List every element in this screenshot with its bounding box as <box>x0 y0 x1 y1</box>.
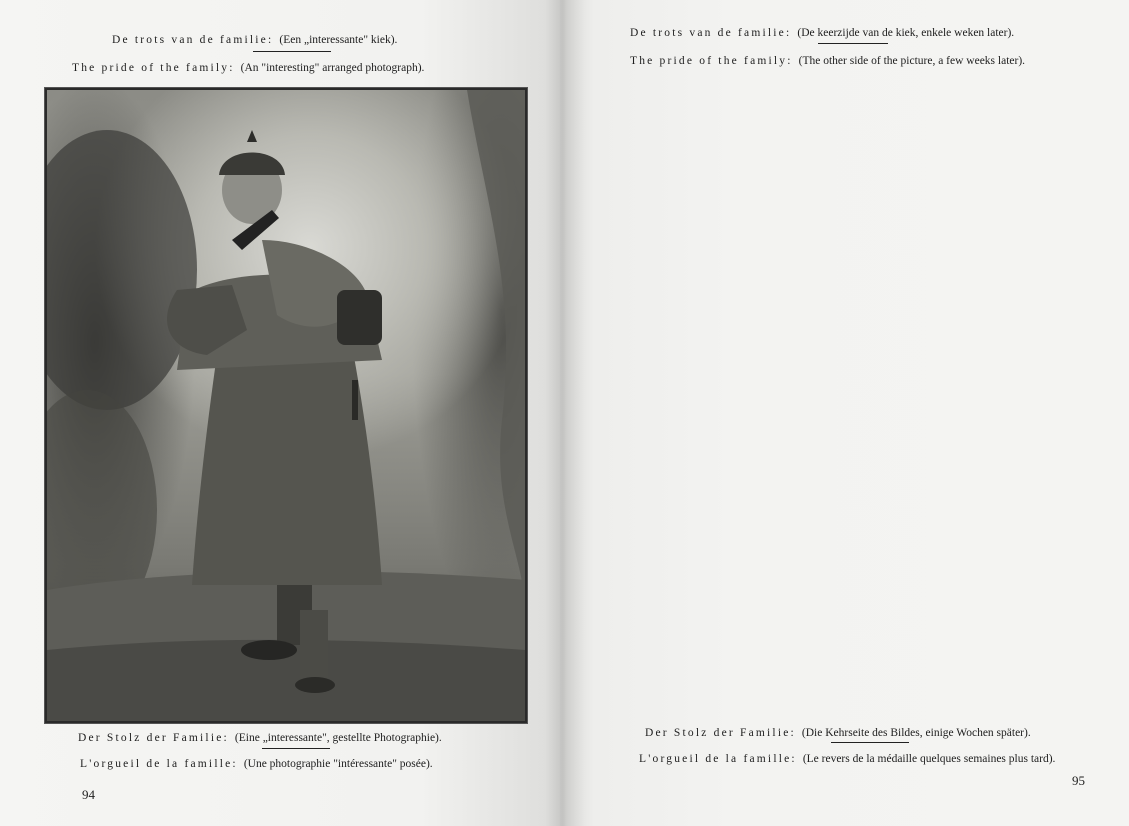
right-page <box>560 0 1129 826</box>
caption-lead: The pride of the family: <box>72 62 235 74</box>
caption-underline <box>818 43 888 44</box>
book-gutter-shadow <box>545 0 585 826</box>
soldier-figure-illustration <box>47 90 525 721</box>
caption-lead: De trots van de familie: <box>630 27 792 39</box>
photo-posed-soldier <box>45 88 527 723</box>
caption-lead: L'orgueil de la famille: <box>80 758 238 770</box>
caption-lead: Der Stolz der Familie: <box>78 732 229 744</box>
caption-text: (De keerzijde van de kiek, enkele weken later). <box>797 27 1015 39</box>
right-caption-dutch <box>630 26 1014 40</box>
caption-lead: Der Stolz der Familie: <box>645 727 796 739</box>
caption-lead: De trots van de familie: <box>112 34 274 46</box>
caption-underline <box>253 51 331 52</box>
left-caption-english <box>72 61 424 75</box>
left-caption-dutch <box>112 33 397 47</box>
page-number: 95 <box>1072 773 1085 788</box>
right-caption-german <box>645 726 1031 740</box>
caption-text: (Une photographie "intéressante" posée). <box>243 758 433 770</box>
caption-text: (Le revers de la médaille quelques semaines plus tard). <box>802 753 1056 765</box>
right-caption-english <box>630 54 1025 68</box>
caption-lead: The pride of the family: <box>630 55 793 67</box>
left-caption-german <box>78 731 442 745</box>
caption-underline <box>262 748 330 749</box>
caption-underline <box>831 742 909 743</box>
caption-text: (The other side of the picture, a few weeks later). <box>798 55 1026 67</box>
left-page <box>0 0 560 826</box>
caption-text: (Eine „interessante", gestellte Photographie). <box>234 732 442 744</box>
left-caption-french <box>80 757 433 771</box>
caption-text: (Een „interessante" kiek). <box>279 34 398 46</box>
page-number: 94 <box>82 787 95 802</box>
caption-text: (Die Kehrseite des Bildes, einige Wochen später). <box>801 727 1031 739</box>
caption-lead: L'orgueil de la famille: <box>639 753 797 765</box>
right-caption-french <box>639 752 1055 766</box>
caption-text: (An "interesting" arranged photograph). <box>240 62 425 74</box>
